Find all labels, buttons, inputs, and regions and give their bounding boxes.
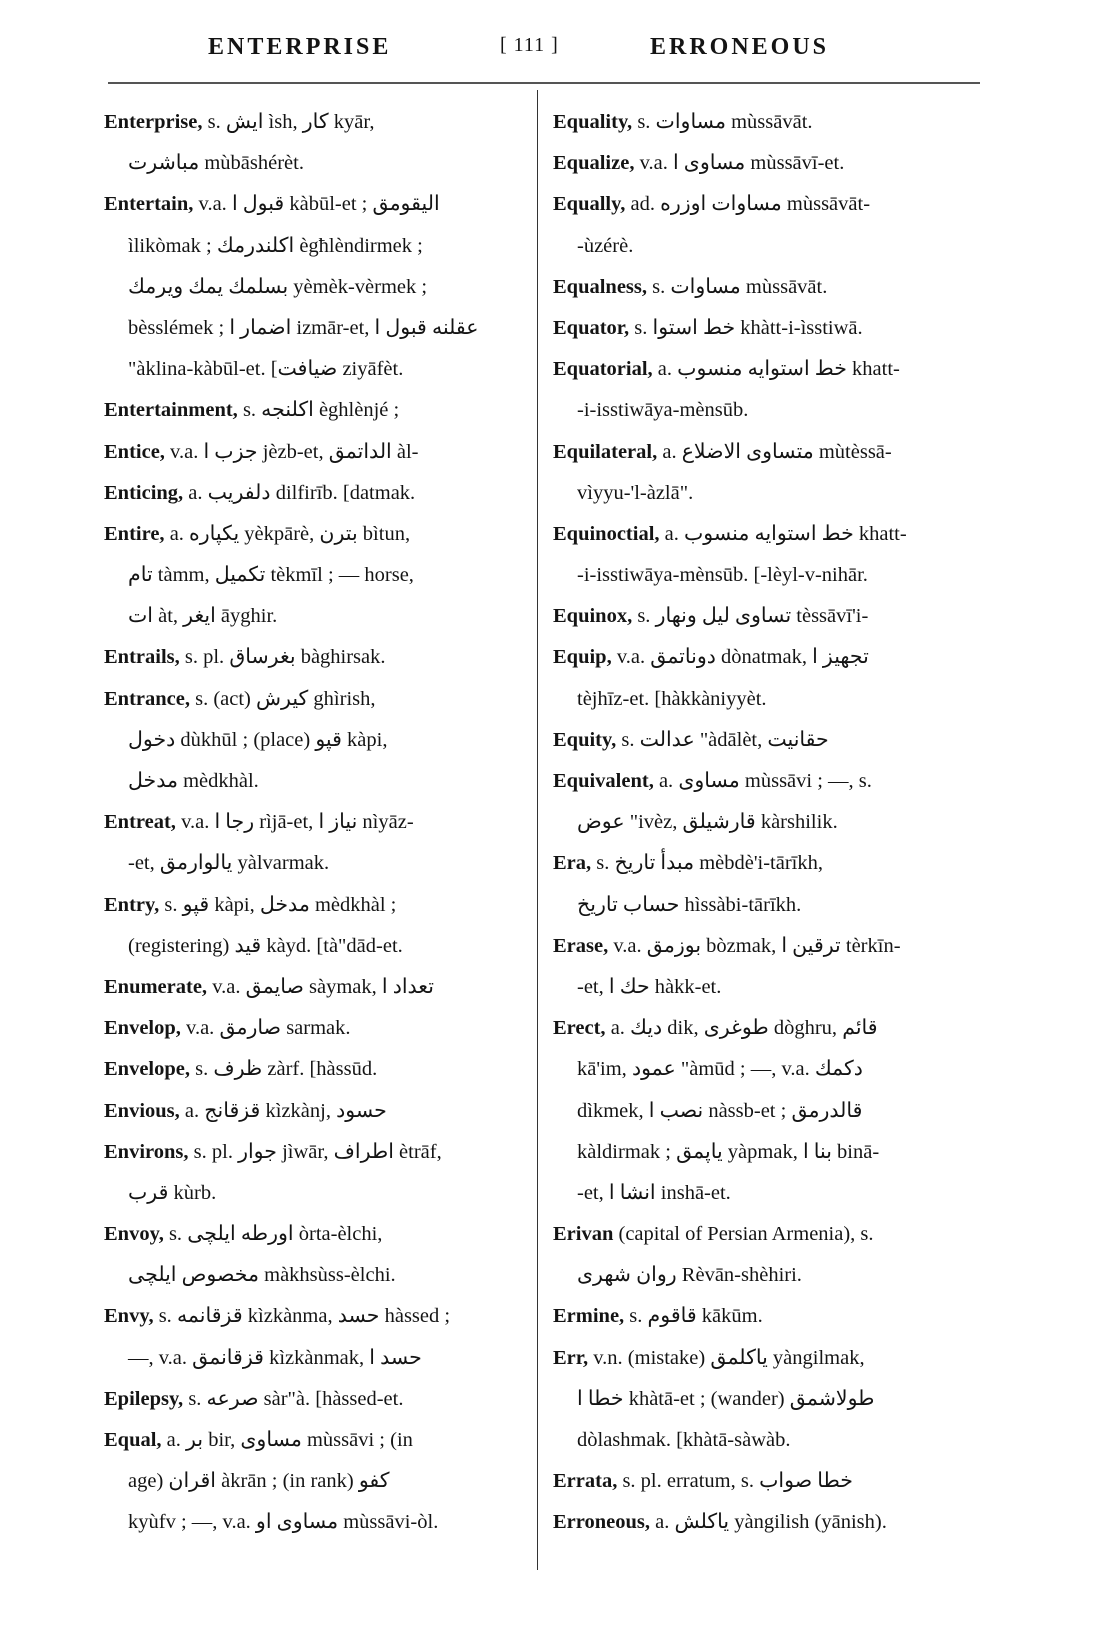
headword: Equalize, [553, 152, 635, 175]
entry-line [104, 637, 524, 678]
entry-line [104, 1502, 524, 1543]
definition-text: مخصوص ایلچی màkhsùss-èlchi. [128, 1264, 396, 1287]
entry-line [104, 926, 524, 967]
page-header [110, 34, 980, 74]
entry-line [104, 1338, 524, 1379]
entry-line [553, 1255, 973, 1296]
definition-text: s. ظرف zàrf. [hàssūd. [190, 1058, 378, 1081]
entry-line [104, 267, 524, 308]
definition-text: tèjhīz-et. [hàkkàniyyèt. [577, 687, 767, 710]
definition-text: -et, یالوارمق yàlvarmak. [128, 852, 330, 875]
headword: Erivan [553, 1223, 614, 1246]
entry-line [553, 267, 973, 308]
entry-line [553, 226, 973, 267]
headword: Entreat, [104, 811, 176, 834]
headword: Erroneous, [553, 1511, 651, 1534]
entry-line [553, 349, 973, 390]
definition-text: دخول dùkhūl ; (place) قپو kàpi, [128, 728, 388, 751]
headword: Entire, [104, 522, 165, 545]
definition-text: مدخل mèdkhàl. [128, 770, 259, 792]
entry-line [553, 1338, 973, 1379]
entry-line [553, 885, 973, 926]
headword: Era, [553, 852, 592, 875]
entry-line [104, 1008, 524, 1049]
headword: Equip, [553, 646, 612, 669]
headword: Ermine, [553, 1305, 625, 1328]
entry-line [104, 679, 524, 720]
entry-line [104, 1132, 524, 1173]
entry-line [104, 1091, 524, 1132]
definition-text: s. عدالت "àdālèt, حقانیت [616, 728, 829, 751]
header-rule [108, 82, 980, 84]
entry-line [553, 596, 973, 637]
definition-text: s. اکلنجه èghlènjé ; [237, 399, 400, 422]
entry-line [104, 473, 524, 514]
entry-line [104, 390, 524, 431]
entry-line [553, 926, 973, 967]
headword: Erase, [553, 934, 609, 957]
headword: Equinoctial, [553, 522, 660, 545]
headword: Equilateral, [553, 440, 658, 463]
headword: Envoy, [104, 1223, 164, 1246]
definition-text: روان شهری Rèvān-shèhiri. [577, 1264, 802, 1287]
definition-text: a. خط استوایه منسوب khatt- [652, 358, 900, 381]
definition-text: v.a. صایمق sàymak, تعداد ا [207, 975, 434, 998]
headword: Epilepsy, [104, 1387, 184, 1410]
entry-line [553, 843, 973, 884]
entry-line [104, 1296, 524, 1337]
column-divider [537, 90, 538, 1570]
definition-text: s. pl. بغرساق bàghirsak. [179, 646, 386, 669]
entry-line [553, 1502, 973, 1543]
headword: Entrance, [104, 687, 190, 710]
entry-line [104, 1049, 524, 1090]
headword: Envelop, [104, 1017, 181, 1040]
definition-text: v.a. رجا ا rìjā-et, نیاز ا nìyāz- [175, 811, 414, 834]
headword: Enumerate, [104, 975, 208, 998]
entry-line [553, 802, 973, 843]
definition-text: —, v.a. قزقانمق kìzkànmak, حسد ا [128, 1346, 422, 1369]
entry-line [553, 1379, 973, 1420]
definition-text: s. pl. جوار jìwār, اطراف ètrāf, [188, 1140, 442, 1163]
definition-text: s. اورطه ایلچی òrta-èlchi, [163, 1223, 383, 1246]
definition-text: bèsslémek ; اضمار ا izmār-et, عقلنه قبول ا [128, 316, 479, 339]
entry-line [553, 637, 973, 678]
definition-text: kyùfv ; —, v.a. مساوی او mùssāvi-òl. [128, 1511, 439, 1534]
entry-line [553, 720, 973, 761]
definition-text: kā'im, عمود "àmūd ; —, v.a. دکمك [577, 1058, 863, 1081]
headword: Equatorial, [553, 358, 653, 381]
definition-text: حساب تاریخ hìssàbi-tārīkh. [577, 893, 802, 916]
entry-line [553, 1461, 973, 1502]
headword: Equinox, [553, 605, 633, 628]
headword: Envy, [104, 1305, 154, 1328]
definition-text: a. یاکلش yàngilish (yānish). [650, 1511, 887, 1534]
definition-text: v.a. صارمق sarmak. [180, 1017, 351, 1040]
headword: Equality, [553, 111, 633, 133]
entry-line [104, 761, 524, 802]
definition-text: -et, حك ا hàkk-et. [577, 975, 722, 998]
definition-text: v.n. (mistake) یاکلمق yàngilmak, [588, 1346, 865, 1369]
entry-line [553, 308, 973, 349]
definition-text: (capital of Persian Armenia), s. [613, 1223, 874, 1246]
entry-line [553, 473, 973, 514]
headword: Entertainment, [104, 399, 238, 422]
definition-text: "àklina-kàbūl-et. [ضیافت ziyāfèt. [128, 358, 404, 381]
definition-text: ات àt, ایغر āyghir. [128, 605, 278, 628]
definition-text: ad. مساوات اوزره mùssāvāt- [625, 193, 871, 216]
headword: Entice, [104, 440, 165, 463]
headword: Equity, [553, 728, 617, 751]
definition-text: s. pl. erratum, s. خطا صواب [617, 1470, 853, 1493]
entry-line [104, 555, 524, 596]
definition-text: a. مساوی mùssāvi ; —, s. [653, 770, 872, 792]
definition-text: v.a. مساوی ا mùssāvī-et. [634, 152, 845, 175]
definition-text: -et, انشا ا inshā-et. [577, 1181, 731, 1204]
entry-line [104, 967, 524, 1008]
definition-text: kàldirmak ; یاپمق yàpmak, بنا ا binā- [577, 1140, 880, 1163]
entry-line [104, 720, 524, 761]
entry-line [553, 1091, 973, 1132]
definition-text: (registering) قید kàyd. [tà"dād-et. [128, 934, 403, 957]
definition-text: -i-isstiwāya-mènsūb. [-lèyl-v-nihār. [577, 564, 868, 587]
definition-text: عوض "ivèz, قارشیلق kàrshilik. [577, 811, 838, 834]
definition-text: s. مساوات mùssāvāt. [647, 275, 828, 298]
headword: Erect, [553, 1017, 606, 1040]
definition-text: a. بر bir, مساوی mùssāvi ; (in [161, 1429, 413, 1451]
definition-text: s. مبدأ تاریخ mèbdè'i-tārīkh, [591, 852, 823, 875]
entry-line [553, 761, 973, 802]
headword: Entrails, [104, 646, 180, 669]
entry-line [553, 1214, 973, 1255]
entry-line [104, 1420, 524, 1461]
entry-line [104, 514, 524, 555]
entry-line [104, 1214, 524, 1255]
definition-text: a. خط استوایه منسوب khatt- [659, 522, 907, 545]
entry-line [553, 184, 973, 225]
headword: Environs, [104, 1140, 189, 1163]
headword: Equator, [553, 316, 630, 339]
definition-text: خطا ا khàtā-et ; (wander) طولاشمق [577, 1387, 875, 1410]
definition-text: قرب kùrb. [128, 1181, 217, 1204]
headword: Equally, [553, 193, 626, 216]
entry-line [104, 184, 524, 225]
entry-line [104, 1255, 524, 1296]
entry-line [104, 349, 524, 390]
entry-line [553, 143, 973, 184]
headword: Err, [553, 1346, 589, 1369]
definition-text: s. صرعه sàr"à. [hàssed-et. [183, 1387, 404, 1410]
definition-text: s. قاقوم kākūm. [624, 1305, 763, 1328]
entry-line [104, 1379, 524, 1420]
headword: Equalness, [553, 275, 648, 298]
entry-line [553, 679, 973, 720]
headword: Equivalent, [553, 770, 654, 792]
entry-line [553, 1049, 973, 1090]
headword: Errata, [553, 1470, 618, 1493]
entry-line [104, 802, 524, 843]
definition-text: s. قزقانمه kìzkànma, حسد hàssed ; [153, 1305, 451, 1328]
headword: Envelope, [104, 1058, 190, 1081]
definition-text: v.a. قبول ا kàbūl-et ; الیقومق [193, 193, 440, 216]
definition-text: -i-isstiwāya-mènsūb. [577, 399, 749, 422]
entry-line [104, 432, 524, 473]
entry-line [104, 226, 524, 267]
entry-line [104, 596, 524, 637]
entry-line [553, 102, 973, 143]
entry-line [553, 967, 973, 1008]
entry-line [104, 1461, 524, 1502]
definition-text: a. قزقانج kìzkànj, حسود [179, 1099, 387, 1122]
right-column [553, 102, 973, 1544]
definition-text: a. دلفریب dilfirīb. [datmak. [183, 481, 416, 504]
definition-text: vìyyu-'l-àzlā". [577, 481, 694, 504]
left-column [104, 102, 524, 1544]
definition-text: dìkmek, نصب ا nàssb-et ; قالدرمق [577, 1099, 863, 1122]
definition-text: a. متساوی الاضلاع mùtèssā- [657, 440, 892, 463]
entry-line [104, 308, 524, 349]
definition-text: s. مساوات mùssāvāt. [632, 111, 813, 133]
definition-text: s. ایش ìsh, کار kyār, [202, 111, 375, 133]
headword: Enterprise, [104, 111, 203, 133]
entry-line [553, 1296, 973, 1337]
definition-text: -ùzérè. [577, 234, 634, 257]
definition-text: age) اقران àkrān ; (in rank) کفو [128, 1470, 390, 1493]
entry-line [553, 555, 973, 596]
header-left-word: ENTERPRISE [208, 34, 392, 60]
entry-line [553, 514, 973, 555]
headword: Enticing, [104, 481, 184, 504]
definition-text: s. قپو kàpi, مدخل mèdkhàl ; [159, 893, 397, 916]
definition-text: مباشرت mùbāshérèt. [128, 152, 304, 175]
definition-text: a. یکپاره yèkpārè, بترن bìtun, [164, 522, 411, 545]
entry-line [104, 102, 524, 143]
definition-text: s. تساوی لیل ونهار tèssāvī'i- [632, 605, 869, 628]
entry-line [553, 1173, 973, 1214]
definition-text: v.a. دوناتمق dònatmak, تجهیز ا [611, 646, 869, 669]
entry-line [553, 390, 973, 431]
definition-text: dòlashmak. [khàtā-sàwàb. [577, 1429, 791, 1451]
entry-line [553, 1132, 973, 1173]
definition-text: تام tàmm, تکمیل tèkmīl ; — horse, [128, 564, 414, 587]
entry-line [553, 432, 973, 473]
entry-line [553, 1008, 973, 1049]
definition-text: v.a. بوزمق bòzmak, ترقین ا tèrkīn- [608, 934, 901, 957]
entry-line [104, 1173, 524, 1214]
header-right-word: ERRONEOUS [650, 34, 830, 60]
definition-text: v.a. جزب ا jèzb-et, الداتمق àl- [164, 440, 419, 463]
headword: Envious, [104, 1099, 180, 1122]
definition-text: a. دیك dik, طوغری dòghru, قائم [605, 1017, 878, 1040]
definition-text: ìlikòmak ; اکلندرمك ègħlèndirmek ; [128, 234, 423, 257]
definition-text: بسلمك یمك ویرمك yèmèk-vèrmek ; [128, 275, 428, 298]
headword: Entry, [104, 893, 160, 916]
entry-line [553, 1420, 973, 1461]
definition-text: s. خط استوا khàtt-i-ìsstiwā. [629, 316, 863, 339]
headword: Equal, [104, 1429, 162, 1451]
headword: Entertain, [104, 193, 194, 216]
entry-line [104, 843, 524, 884]
page-number: [ 111 ] [500, 34, 559, 56]
entry-line [104, 143, 524, 184]
definition-text: s. (act) کیرش ghìrish, [189, 687, 376, 710]
entry-line [104, 885, 524, 926]
